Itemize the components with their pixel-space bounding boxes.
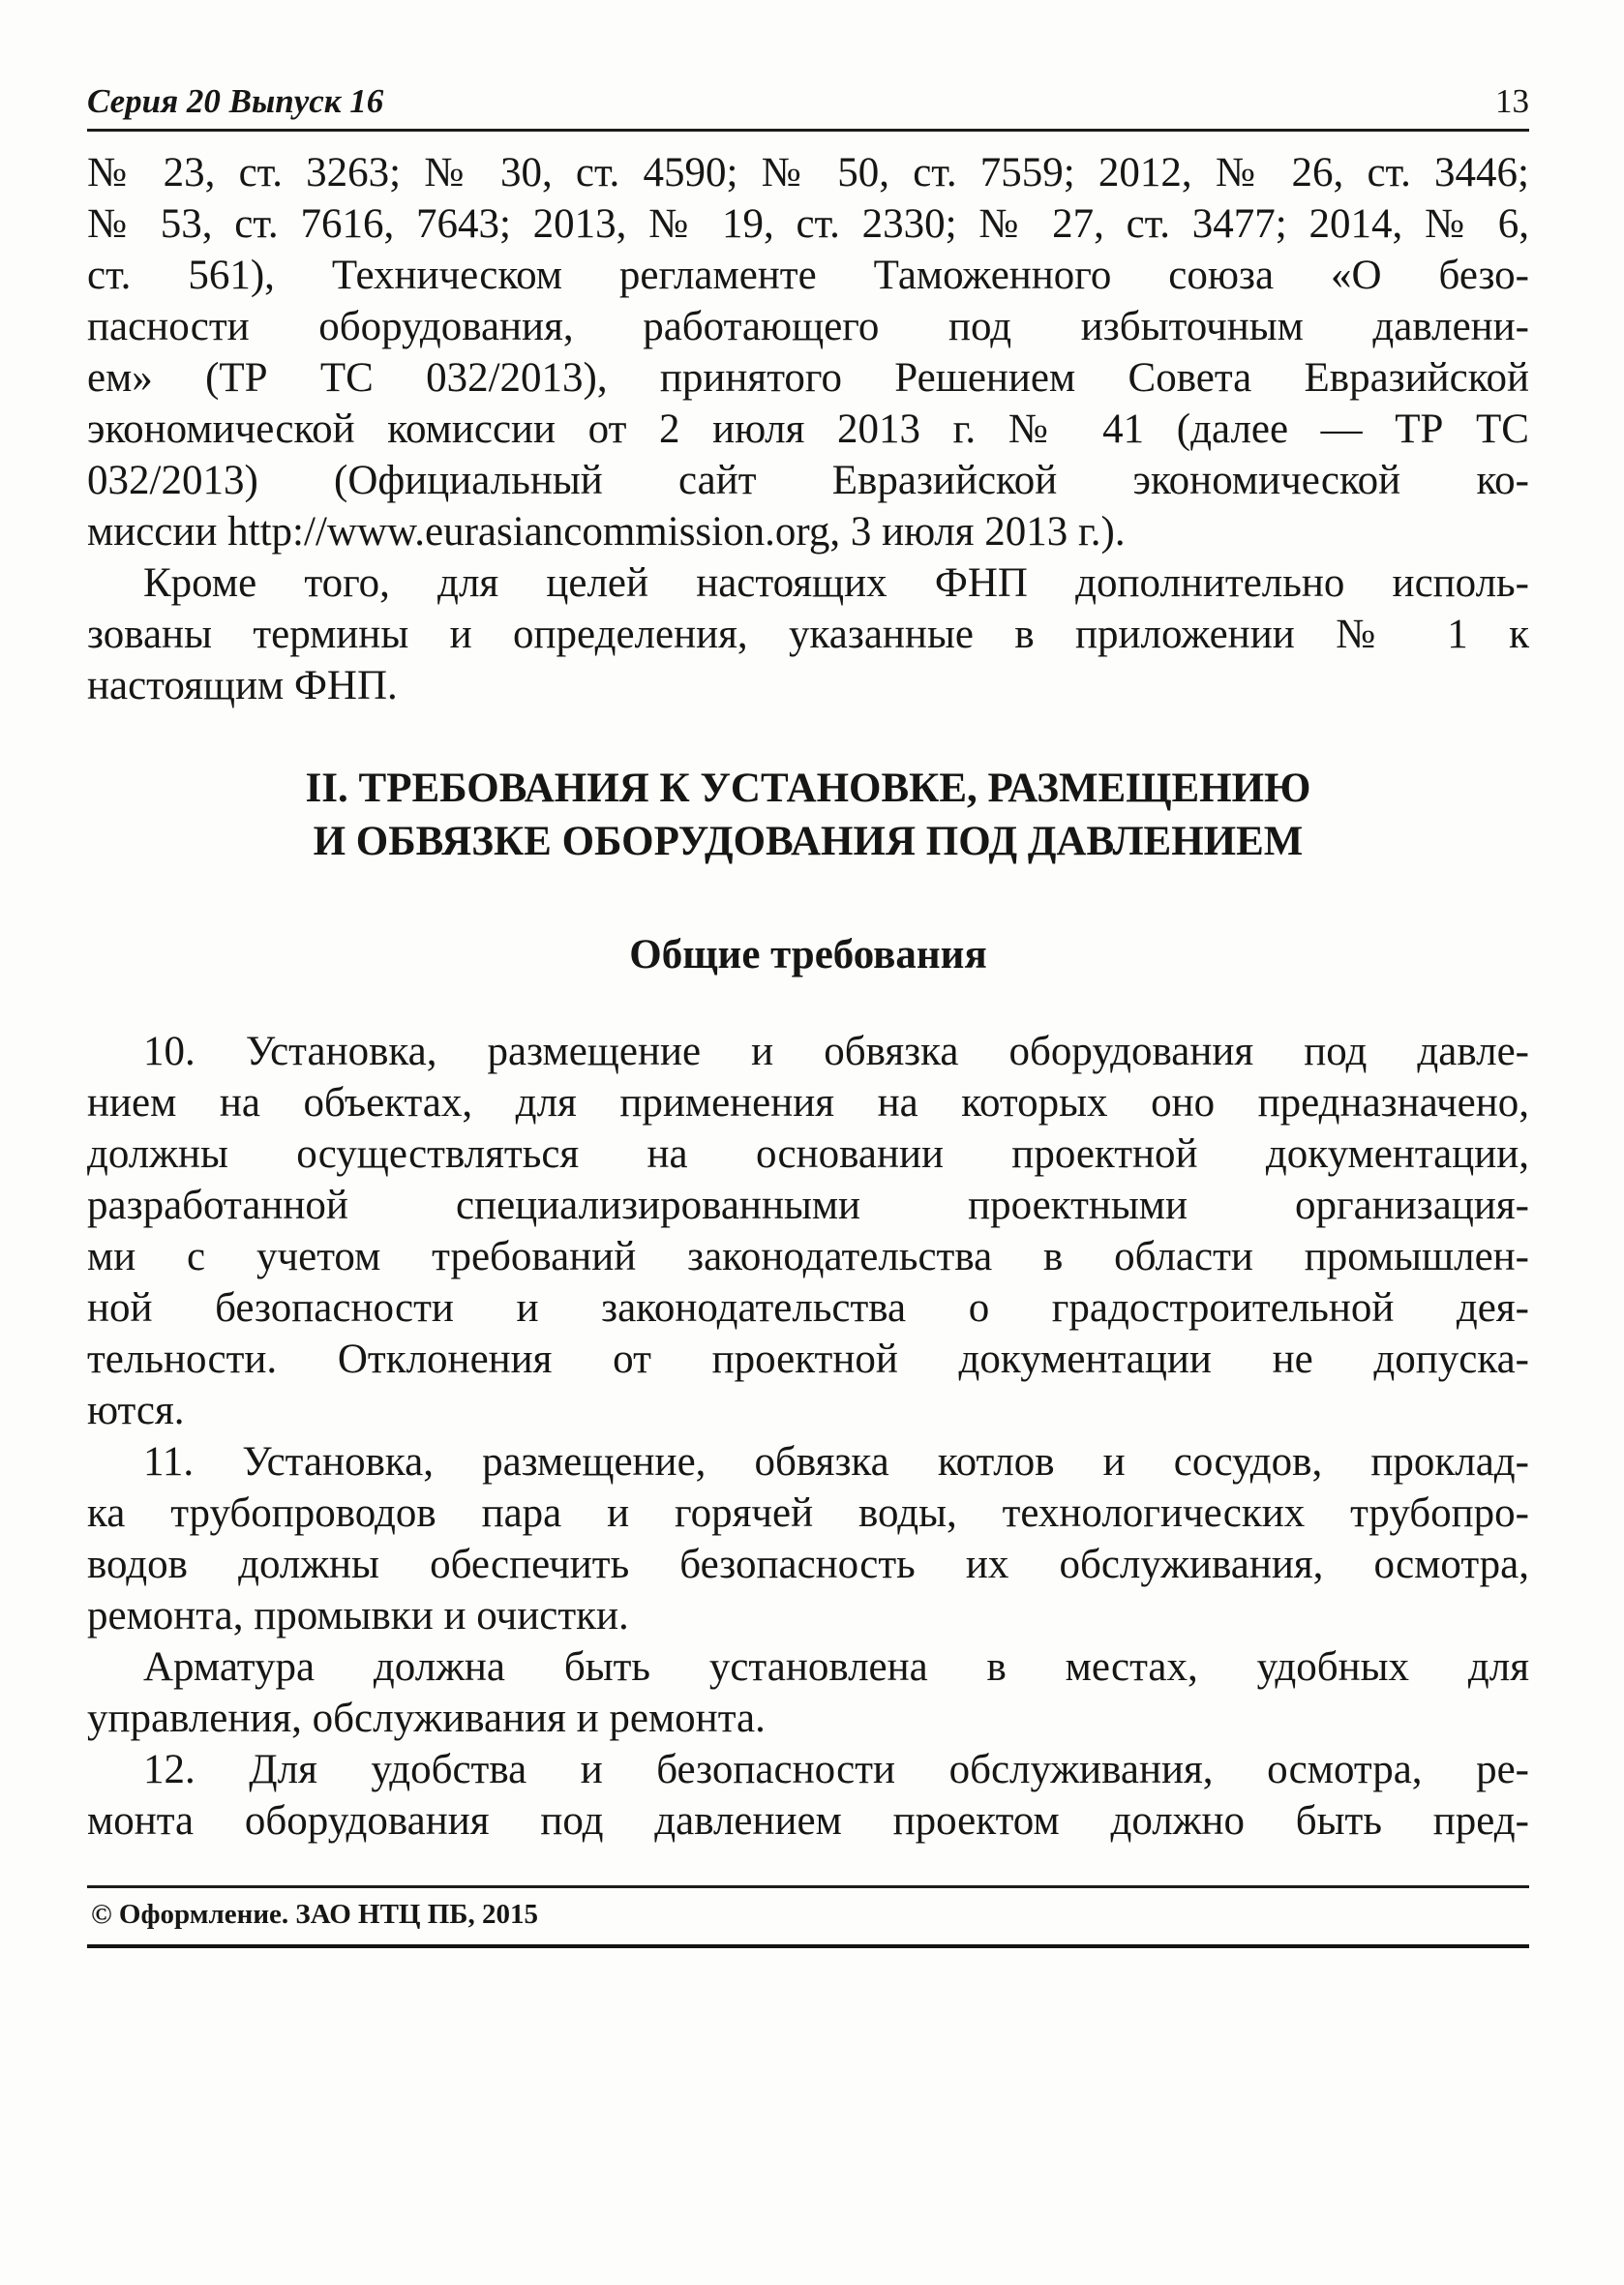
text-line: ст. 561), Техническом регламенте Таможенного союза «О безо-	[87, 252, 1529, 298]
text-line: II. ТРЕБОВАНИЯ К УСТАНОВКЕ, РАЗМЕЩЕНИЮ	[305, 765, 1311, 811]
text-line: зованы термины и определения, указанные в приложении № 1 к	[87, 611, 1529, 657]
text-line: № 23, ст. 3263; № 30, ст. 4590; № 50, ст. 7559; 2012, № 26, ст. 3446;	[87, 149, 1529, 195]
text-line: ремонта, промывки и очистки.	[87, 1592, 629, 1639]
section-heading	[87, 762, 1529, 868]
text-line: 11. Установка, размещение, обвязка котлов и сосудов, проклад-	[143, 1438, 1529, 1485]
text-line: ной безопасности и законодательства о градостроительной дея-	[87, 1284, 1529, 1331]
text-line: Кроме того, для целей настоящих ФНП дополнительно исполь-	[143, 559, 1529, 606]
text-line: Арматура должна быть установлена в местах, удобных для	[143, 1643, 1529, 1690]
text-line: ми с учетом требований законодательства в области промышлен-	[87, 1233, 1529, 1279]
page-header	[87, 83, 1529, 132]
page-footer	[87, 1885, 1529, 1948]
paragraph	[87, 1744, 1529, 1847]
paragraph	[87, 1436, 1529, 1641]
text-line: 032/2013) (Официальный сайт Евразийской экономической ко-	[87, 457, 1529, 503]
text-line: разработанной специализированными проектными организация-	[87, 1182, 1529, 1228]
document-body	[87, 147, 1529, 1847]
text-line: 10. Установка, размещение и обвязка оборудования под давле-	[143, 1028, 1529, 1074]
text-line: И ОБВЯЗКЕ ОБОРУДОВАНИЯ ПОД ДАВЛЕНИЕМ	[313, 818, 1304, 864]
text-line: № 53, ст. 7616, 7643; 2013, № 19, ст. 2330; № 27, ст. 3477; 2014, № 6,	[87, 200, 1529, 247]
paragraph	[87, 147, 1529, 557]
subsection-heading	[87, 928, 1529, 981]
text-line: тельности. Отклонения от проектной документации не допуска-	[87, 1336, 1529, 1382]
text-line: миссии http://www.eurasiancommission.org, 3 июля 2013 г.).	[87, 508, 1126, 555]
text-line: настоящим ФНП.	[87, 662, 398, 708]
text-line: экономической комиссии от 2 июля 2013 г. № 41 (далее — ТР ТС	[87, 406, 1529, 452]
paragraph	[87, 557, 1529, 711]
page-number: 13	[1495, 82, 1529, 120]
paragraph	[87, 1026, 1529, 1436]
text-line: ем» (ТР ТС 032/2013), принятого Решением Совета Евразийской	[87, 354, 1529, 401]
text-line: ка трубопроводов пара и горячей воды, технологических трубопро-	[87, 1489, 1529, 1536]
text-line: 12. Для удобства и безопасности обслуживания, осмотра, ре-	[143, 1746, 1529, 1792]
text-line: водов должны обеспечить безопасность их обслуживания, осмотра,	[87, 1541, 1529, 1587]
paragraph	[87, 1641, 1529, 1744]
text-line: нием на объектах, для применения на которых оно предназначено,	[87, 1079, 1529, 1126]
text-line: пасности оборудования, работающего под избыточным давлени-	[87, 303, 1529, 349]
text-line: ются.	[87, 1387, 185, 1433]
text-line: Общие требования	[629, 931, 987, 977]
series-title: Серия 20 Выпуск 16	[87, 82, 384, 120]
footer-copyright: © Оформление. ЗАО НТЦ ПБ, 2015	[91, 1899, 538, 1930]
text-line: должны осуществляться на основании проектной документации,	[87, 1130, 1529, 1177]
text-line: управления, обслуживания и ремонта.	[87, 1695, 766, 1741]
text-line: монта оборудования под давлением проектом должно быть пред-	[87, 1797, 1529, 1844]
